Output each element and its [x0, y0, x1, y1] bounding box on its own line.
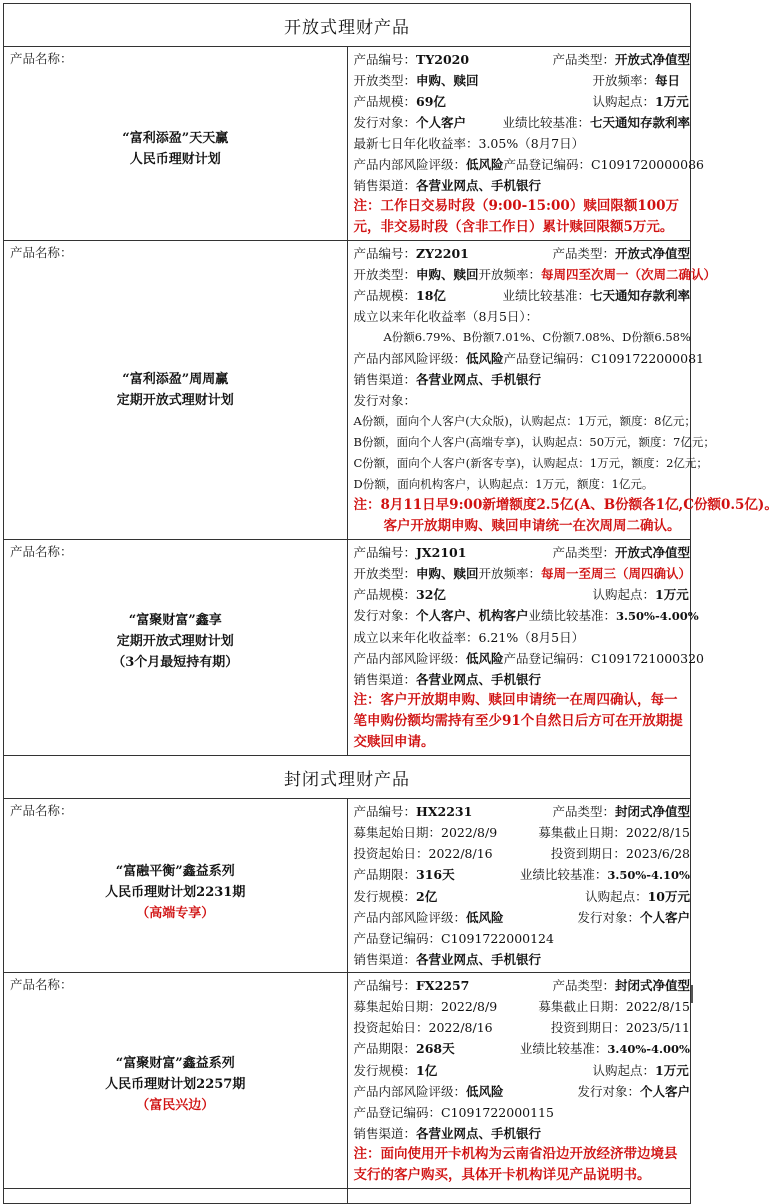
detail-row: 募集起始日期：2022/8/9 募集截止日期：2022/8/15	[353, 999, 690, 1014]
section-title-closed: 封闭式理财产品	[4, 756, 691, 799]
detail-row: 发行规模：1亿 认购起点：1万元	[353, 1063, 689, 1078]
product-row	[4, 241, 691, 540]
product-note: 注：工作日交易时段（9:00-15:00）赎回限额100万元，非交易时段（含非工作日）累计赎回限额5万元。	[353, 198, 680, 235]
target-label: 发行对象：	[353, 393, 417, 408]
detail-row: 发行对象：个人客户 业绩比较基准：七天通知存款利率	[353, 115, 690, 130]
product-name-cell	[4, 973, 348, 1189]
product-details	[347, 799, 691, 973]
product-note-2: 客户开放期申购、赎回申请统一在次周周二确认。	[383, 518, 681, 534]
detail-row: 产品编号：HX2231 产品类型：封闭式净值型	[353, 804, 690, 819]
name-label: 产品名称：	[10, 977, 73, 992]
detail-row: 发行规模：2亿 认购起点：10万元	[353, 889, 690, 904]
detail-row: 开放类型：申购、赎回 开放频率：每周一至周三（周四确认）	[353, 566, 692, 581]
detail-row: 投资起始日：2022/8/16 投资到期日：2023/6/28	[353, 846, 690, 861]
channel-line: 销售渠道：各营业网点、手机银行	[353, 1126, 542, 1141]
name-label: 产品名称：	[10, 803, 73, 818]
product-details	[347, 973, 691, 1189]
products-table	[3, 3, 778, 1204]
detail-row: 产品内部风险评级：低风险 产品登记编码：C1091720000086	[353, 157, 704, 172]
target-line: B份额，面向个人客户(高端专享)，认购起点：50万元，额度：7亿元；	[353, 435, 715, 449]
section-title-open: 开放式理财产品	[4, 4, 691, 47]
name-label: 产品名称：	[10, 544, 73, 559]
product-name-cell	[4, 241, 348, 540]
detail-row: 投资起始日：2022/8/16 投资到期日：2023/5/11	[353, 1020, 690, 1035]
detail-row: 产品期限：316天 业绩比较基准：3.50%-4.10%	[353, 867, 690, 882]
detail-row: 产品规模：32亿 认购起点：1万元	[353, 587, 689, 602]
detail-row: 产品规模：18亿 业绩比较基准：七天通知存款利率	[353, 288, 690, 303]
target-line: C份额，面向个人客户(新客专享)，认购起点：1万元，额度：2亿元；	[353, 456, 708, 470]
product-row	[4, 973, 691, 1189]
detail-row: 产品编号：TY2020 产品类型：开放式净值型	[353, 52, 690, 67]
yield-title: 成立以来年化收益率（8月5日）：	[353, 309, 539, 324]
product-row	[4, 799, 691, 973]
detail-row: 开放类型：申购、赎回 开放频率：每日	[353, 73, 681, 88]
channel-line: 销售渠道：各营业网点、手机银行	[353, 952, 542, 967]
product-details	[347, 47, 704, 241]
table-bottom-row	[4, 1189, 691, 1204]
detail-row: 产品编号：FX2257 产品类型：封闭式净值型	[353, 978, 690, 993]
name-label: 产品名称：	[10, 245, 73, 260]
product-sheet	[3, 3, 778, 1204]
product-name: “富融平衡”鑫益系列 人民币理财计划2231期 （高端专享）	[105, 864, 246, 921]
product-details	[347, 241, 778, 540]
yield-line: 最新七日年化收益率：3.05%（8月7日）	[353, 136, 585, 151]
channel-line: 销售渠道：各营业网点、手机银行	[353, 178, 542, 193]
detail-row: 产品内部风险评级：低风险 产品登记编码：C1091722000081	[353, 351, 704, 366]
reg-line: 产品登记编码：C1091722000124	[353, 931, 554, 946]
product-name-cell	[4, 47, 348, 241]
channel-line: 销售渠道：各营业网点、手机银行	[353, 372, 542, 387]
product-name: “富聚财富”鑫享 定期开放式理财计划 （3个月最短持有期）	[112, 613, 239, 670]
detail-row: 产品编号：ZY2201 产品类型：开放式净值型	[353, 246, 690, 261]
detail-row: 产品内部风险评级：低风险 发行对象：个人客户	[353, 1084, 690, 1099]
product-name: “富聚财富”鑫益系列 人民币理财计划2257期 （富民兴边）	[105, 1056, 246, 1113]
detail-row: 产品内部风险评级：低风险 产品登记编码：C1091721000320	[353, 651, 704, 666]
yield-detail: A份额6.79%、B份额7.01%、C份额7.08%、D份额6.58%	[383, 330, 691, 344]
detail-row: 产品编号：JX2101 产品类型：开放式净值型	[353, 545, 690, 560]
target-line: A份额，面向个人客户(大众版)，认购起点：1万元，额度：8亿元；	[353, 414, 696, 428]
detail-row: 产品内部风险评级：低风险 发行对象：个人客户	[353, 910, 690, 925]
detail-row: 发行对象：个人客户、机构客户 业绩比较基准：3.50%-4.00%	[353, 608, 699, 623]
detail-row: 募集起始日期：2022/8/9 募集截止日期：2022/8/15	[353, 825, 690, 840]
product-row	[4, 47, 691, 241]
yield-line: 成立以来年化收益率：6.21%（8月5日）	[353, 630, 585, 645]
page-edge-mark	[691, 985, 693, 1003]
target-line: D份额，面向机构客户，认购起点：1万元，额度：1亿元。	[353, 477, 654, 491]
name-label: 产品名称：	[10, 51, 73, 66]
product-note: 注：面向使用开卡机构为云南省沿边开放经济带边境县支行的客户购买，具体开卡机构详见产品说明书。	[353, 1146, 678, 1183]
detail-row: 产品规模：69亿 认购起点：1万元	[353, 94, 689, 109]
product-name-cell	[4, 540, 348, 756]
product-name-cell	[4, 799, 348, 973]
detail-row: 开放类型：申购、赎回 开放频率：每周四至次周一（次周二确认）	[353, 267, 717, 282]
detail-row: 产品期限：268天 业绩比较基准：3.40%-4.00%	[353, 1041, 690, 1056]
product-name: “富利添盈”周周赢 定期开放式理财计划	[116, 372, 234, 408]
channel-line: 销售渠道：各营业网点、手机银行	[353, 672, 542, 687]
product-row	[4, 540, 691, 756]
product-details	[347, 540, 704, 756]
product-note: 注：8月11日早9:00新增额度2.5亿(A、B份额各1亿,C份额0.5亿)。	[353, 497, 778, 513]
product-name: “富利添盈”天天赢 人民币理财计划	[122, 131, 229, 167]
product-note: 注：客户开放期申购、赎回申请统一在周四确认，每一笔申购份额均需持有至少91个自然日后方可在开放期提交赎回申请。	[353, 692, 683, 750]
reg-line: 产品登记编码：C1091722000115	[353, 1105, 554, 1120]
